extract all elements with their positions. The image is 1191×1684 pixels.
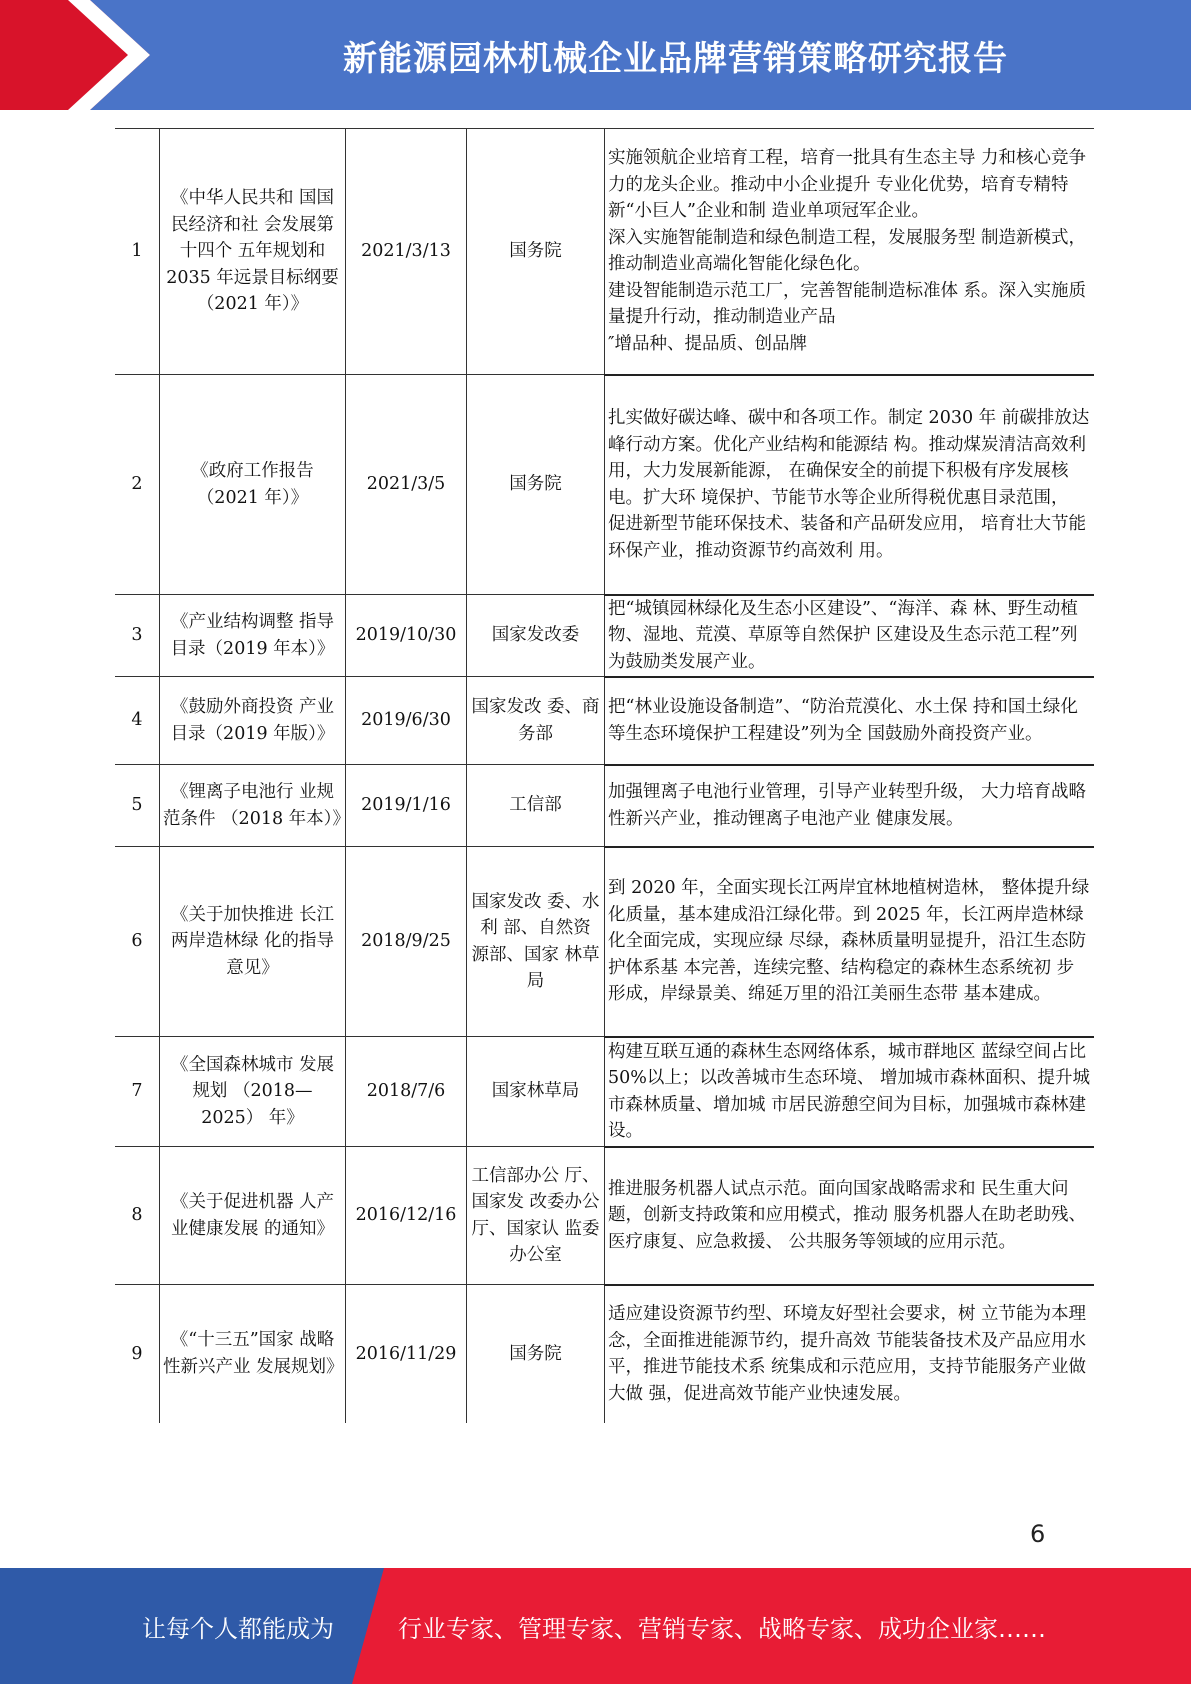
- policy-content-paragraph: 把“城镇园林绿化及生态小区建设”、“海洋、森 林、野生动植物、湿地、荒漠、草原等自然保护 区建设及生态示范工程”列为鼓励类发展产业。: [608, 598, 1078, 672]
- table-row: [115, 677, 1094, 765]
- policy-name: 《关于加快推进 长江两岸造林绿 化的指导意见》: [160, 847, 346, 1037]
- policy-table: [115, 128, 1094, 1423]
- policy-name: 《锂离子电池行 业规范条件 （2018 年本）》: [160, 765, 346, 847]
- policy-content-paragraph: 到 2020 年，全面实现长江两岸宜林地植树造林， 整体提升绿化质量，基本建成沿江绿化带。到 2025 年，长江两岸造林绿化全面完成，实现应绿 尽绿，森林质量明显提升，沿江生态防护体系基 本完善，连续完整、结构稳定的森林生态系统初 步形成，岸绿景美、绵延万里的沿江美丽生态带 基本建成。: [608, 878, 1090, 1005]
- page-number: 6: [1030, 1520, 1046, 1548]
- policy-content-paragraph: ″增品种、提品质、创品牌: [608, 333, 808, 354]
- policy-content-paragraph: 构建互联互通的森林生态网络体系，城市群地区 蓝绿空间占比 50%以上；以改善城市生态环境、 增加城市森林面积、提升城市森林质量、增加城 市居民游憩空间为目标，加强城市森林建设。: [608, 1041, 1090, 1141]
- policy-content: [605, 765, 1095, 847]
- policy-date: 2019/10/30: [346, 595, 467, 677]
- row-number: 3: [115, 595, 160, 677]
- issuing-authority: 国家发改委: [467, 595, 605, 677]
- table-row: [115, 1147, 1094, 1285]
- row-number: 2: [115, 375, 160, 595]
- policy-content: [605, 677, 1095, 765]
- issuing-authority: 工信部办公 厅、国家发 改委办公 厅、国家认 监委办公室: [467, 1147, 605, 1285]
- row-number: 7: [115, 1037, 160, 1147]
- table-row: [115, 129, 1094, 375]
- policy-content-paragraph: 加强锂离子电池行业管理，引导产业转型升级， 大力培育战略性新兴产业，推动锂离子电池产业 健康发展。: [608, 782, 1087, 829]
- policy-content: [605, 1147, 1095, 1285]
- policy-content: [605, 595, 1095, 677]
- policy-name: 《“十三五”国家 战略性新兴产业 发展规划》: [160, 1285, 346, 1423]
- issuing-authority: 国务院: [467, 129, 605, 375]
- policy-date: 2021/3/5: [346, 375, 467, 595]
- policy-date: 2018/9/25: [346, 847, 467, 1037]
- policy-content-paragraph: 实施领航企业培育工程，培育一批具有生态主导 力和核心竞争力的龙头企业。推动中小企业提升 专业化优势，培育专精特新“小巨人”企业和制 造业单项冠军企业。: [608, 148, 1087, 222]
- row-number: 9: [115, 1285, 160, 1423]
- policy-name: 《全国森林城市 发展规划 （2018—2025） 年》: [160, 1037, 346, 1147]
- header-banner: [0, 0, 1191, 110]
- policy-content: [605, 1037, 1095, 1147]
- row-number: 1: [115, 129, 160, 375]
- chevron-arrow-icon: [0, 0, 150, 110]
- policy-content: [605, 847, 1095, 1037]
- policy-name: 《中华人民共和 国国民经济和社 会发展第十四个 五年规划和 2035 年远景目标纲要 （2021 年）》: [160, 129, 346, 375]
- footer-banner: [0, 1568, 1191, 1684]
- row-number: 5: [115, 765, 160, 847]
- footer-slogan-right: 行业专家、管理专家、营销专家、战略专家、成功企业家……: [398, 1614, 1046, 1643]
- issuing-authority: 国务院: [467, 375, 605, 595]
- policy-content-paragraph: 深入实施智能制造和绿色制造工程，发展服务型 制造新模式，推动制造业高端化智能化绿色化。: [608, 227, 1087, 275]
- policy-content: [605, 375, 1095, 595]
- policy-date: 2019/1/16: [346, 765, 467, 847]
- policy-date: 2021/3/13: [346, 129, 467, 375]
- issuing-authority: 工信部: [467, 765, 605, 847]
- policy-content-paragraph: 扎实做好碳达峰、碳中和各项工作。制定 2030 年 前碳排放达峰行动方案。优化产业结构和能源结 构。推动煤炭清洁高效利用，大力发展新能源， 在确保安全的前提下积极有序发展核电。扩大环 境保护、节能节水等企业所得税优惠目录范围， 促进新型节能环保技术、装备和产品研发应用， 培育壮大节能环保产业，推动资源节约高效利 用。: [608, 408, 1090, 561]
- policy-content: [605, 129, 1095, 375]
- table-row: [115, 765, 1094, 847]
- table-row: [115, 375, 1094, 595]
- policy-name: 《产业结构调整 指导目录（2019 年本）》: [160, 595, 346, 677]
- policy-date: 2016/12/16: [346, 1147, 467, 1285]
- policy-name: 《鼓励外商投资 产业目录（2019 年版）》: [160, 677, 346, 765]
- policy-content: [605, 1285, 1095, 1423]
- row-number: 4: [115, 677, 160, 765]
- policy-name: 《政府工作报告 （2021 年）》: [160, 375, 346, 595]
- policy-date: 2018/7/6: [346, 1037, 467, 1147]
- issuing-authority: 国家发改 委、水利 部、自然资 源部、国家 林草局: [467, 847, 605, 1037]
- policy-content-paragraph: 把“林业设施设备制造”、“防治荒漠化、水土保 持和国土绿化等生态环境保护工程建设”列为全 国鼓励外商投资产业。: [608, 697, 1078, 744]
- policy-name: 《关于促进机器 人产业健康发展 的通知》: [160, 1147, 346, 1285]
- policy-date: 2019/6/30: [346, 677, 467, 765]
- report-title: 新能源园林机械企业品牌营销策略研究报告: [343, 38, 1008, 79]
- policy-content-paragraph: 推进服务机器人试点示范。面向国家战略需求和 民生重大问题，创新支持政策和应用模式，推动 服务机器人在助老助残、医疗康复、应急救援、 公共服务等领域的应用示范。: [608, 1178, 1087, 1252]
- policy-date: 2016/11/29: [346, 1285, 467, 1423]
- policy-content-paragraph: 建设智能制造示范工厂，完善智能制造标准体 系。深入实施质量提升行动，推动制造业产品: [608, 280, 1087, 328]
- row-number: 6: [115, 847, 160, 1037]
- row-number: 8: [115, 1147, 160, 1285]
- table-row: [115, 595, 1094, 677]
- issuing-authority: 国家林草局: [467, 1037, 605, 1147]
- policy-content-paragraph: 适应建设资源节约型、环境友好型社会要求，树 立节能为本理念，全面推进能源节约，提升高效 节能装备技术及产品应用水平，推进节能技术系 统集成和示范应用，支持节能服务产业做大做 强，促进高效节能产业快速发展。: [608, 1304, 1087, 1404]
- issuing-authority: 国务院: [467, 1285, 605, 1423]
- table-row: [115, 1037, 1094, 1147]
- table-row: [115, 1285, 1094, 1423]
- footer-slogan-left: 让每个人都能成为: [142, 1614, 334, 1643]
- issuing-authority: 国家发改 委、商务部: [467, 677, 605, 765]
- table-row: [115, 847, 1094, 1037]
